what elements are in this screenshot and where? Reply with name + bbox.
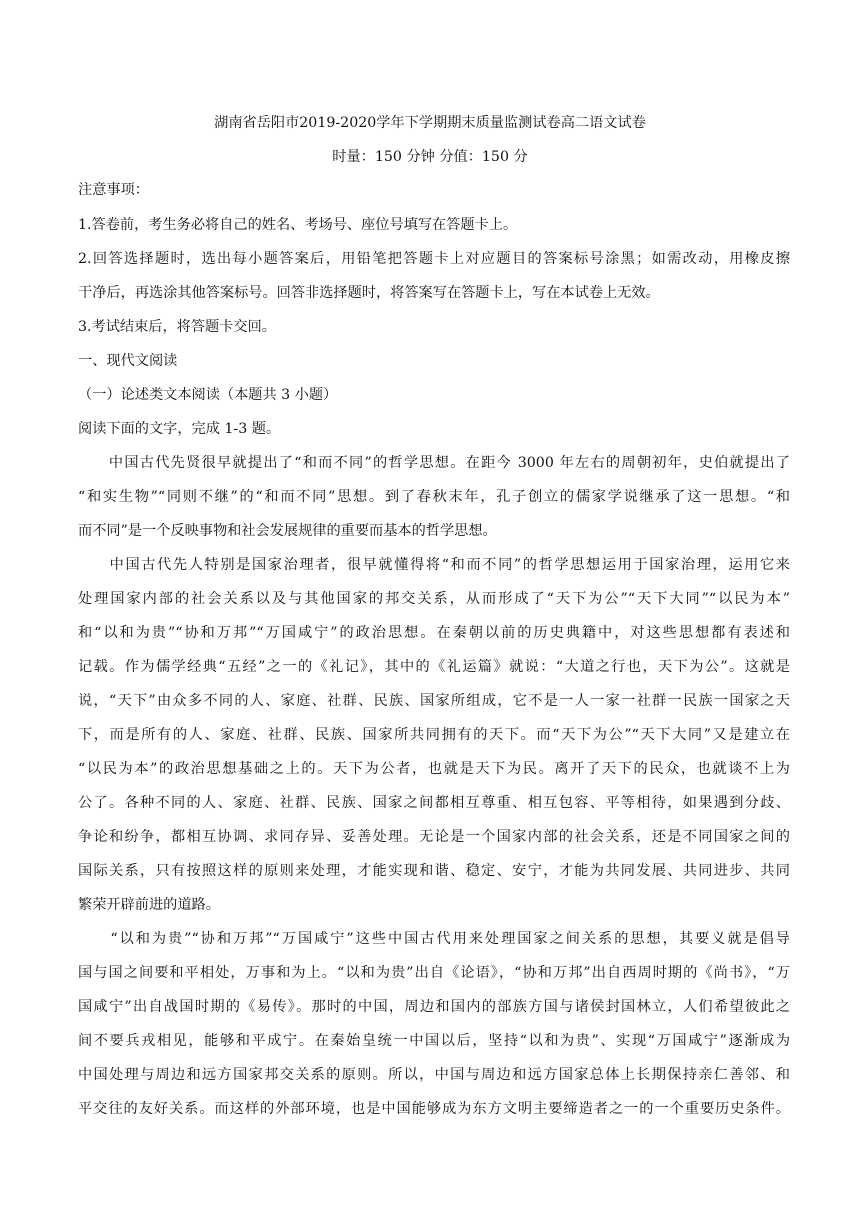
passage-line: 中国古代先人特别是国家治理者，很早就懂得将“和而不同”的哲学思想运用于国家治理，运用它来: [78, 557, 790, 573]
passage-line: 公了。各种不同的人、家庭、社群、民族、国家之间都相互尊重、相互包容、平等相待，如果遇到分歧、: [78, 795, 790, 811]
passage-line: “以民为本”的政治思想基础之上的。天下为公者，也就是天下为民。离开了天下的民众，也就谈不上为: [78, 761, 790, 777]
notice-heading: 注意事项：: [78, 182, 149, 198]
section-heading: 一、现代文阅读: [78, 353, 178, 369]
notice-item: 干净后，再选涂其他答案标号。回答非选择题时，将答案写在答题卡上，写在本试卷上无效。: [78, 285, 660, 301]
passage-line: 国咸宁”出自战国时期的《易传》。那时的中国，周边和国内的部族方国与诸侯封国林立，人们希望彼此之: [78, 999, 790, 1015]
passage-line: 间不要兵戎相见，能够和平成宁。在秦始皇统一中国以后，坚持“以和为贵”、实现“万国咸宁”逐渐成为: [78, 1033, 790, 1049]
passage-line: 处理国家内部的社会关系以及与其他国家的邦交关系，从而形成了“天下为公”“天下大同”“以民为本”: [78, 591, 790, 607]
passage-line: 国际关系，只有按照这样的原则来处理，才能实现和谐、稳定、安宁，才能为共同发展、共同进步、共同: [78, 863, 790, 879]
passage-line: “以和为贵”“协和万邦”“万国咸宁”这些中国古代用来处理国家之间关系的思想，其要义就是倡导: [78, 931, 790, 947]
passage-line: 中国处理与周边和远方国家邦交关系的原则。所以，中国与周边和远方国家总体上长期保持亲仁善邻、和: [78, 1067, 790, 1083]
subsection-heading: （一）论述类文本阅读（本题共 3 小题）: [78, 387, 338, 403]
passage-line: 和“以和为贵”“协和万邦”“万国咸宁”的政治思想。在秦朝以前的历史典籍中，对这些思想都有表述和: [78, 625, 790, 641]
notice-item: 3.考试结束后，将答题卡交回。: [78, 319, 276, 335]
passage-line: 下，而是所有的人、家庭、社群、民族、国家所共同拥有的天下。而“天下为公”“天下大同”又是建立在: [78, 727, 790, 743]
instruction-text: 阅读下面的文字，完成 1-3 题。: [78, 421, 281, 437]
exam-meta: 时量：150 分钟 分值：150 分: [332, 149, 528, 165]
passage-line: 平交往的友好关系。而这样的外部环境，也是中国能够成为东方文明主要缔造者之一的一个重要历史条件。: [78, 1101, 790, 1117]
passage-line: 而不同”是一个反映事物和社会发展规律的重要而基本的哲学思想。: [78, 523, 497, 539]
passage-line: 繁荣开辟前进的道路。: [78, 897, 220, 913]
notice-item: 1.答卷前，考生务必将自己的姓名、考场号、座位号填写在答题卡上。: [78, 217, 518, 233]
passage-line: 中国古代先贤很早就提出了“和而不同”的哲学思想。在距今 3000 年左右的周朝初年，史伯就提出了: [78, 455, 790, 471]
passage-line: 记载。作为儒学经典“五经”之一的《礼记》，其中的《礼运篇》就说：“大道之行也，天下为公”。这就是: [78, 659, 790, 675]
notice-item: 2.回答选择题时，选出每小题答案后，用铅笔把答题卡上对应题目的答案标号涂黑；如需改动，用橡皮擦: [78, 251, 790, 267]
passage-line: 争论和纷争，都相互协调、求同存异、妥善处理。无论是一个国家内部的社会关系，还是不同国家之间的: [78, 829, 790, 845]
passage-line: 国与国之间要和平相处，万事和为上。“以和为贵”出自《论语》，“协和万邦”出自西周时期的《尚书》，“万: [78, 965, 790, 981]
exam-title: 湖南省岳阳市2019-2020学年下学期期末质量监测试卷高二语文试卷: [214, 115, 646, 131]
passage-line: 说，“天下”由众多不同的人、家庭、社群、民族、国家所组成，它不是一人一家一社群一民族一国家之天: [78, 693, 790, 709]
passage-line: “和实生物”“同则不继”的“和而不同”思想。到了春秋末年，孔子创立的儒家学说继承了这一思想。“和: [78, 489, 790, 505]
